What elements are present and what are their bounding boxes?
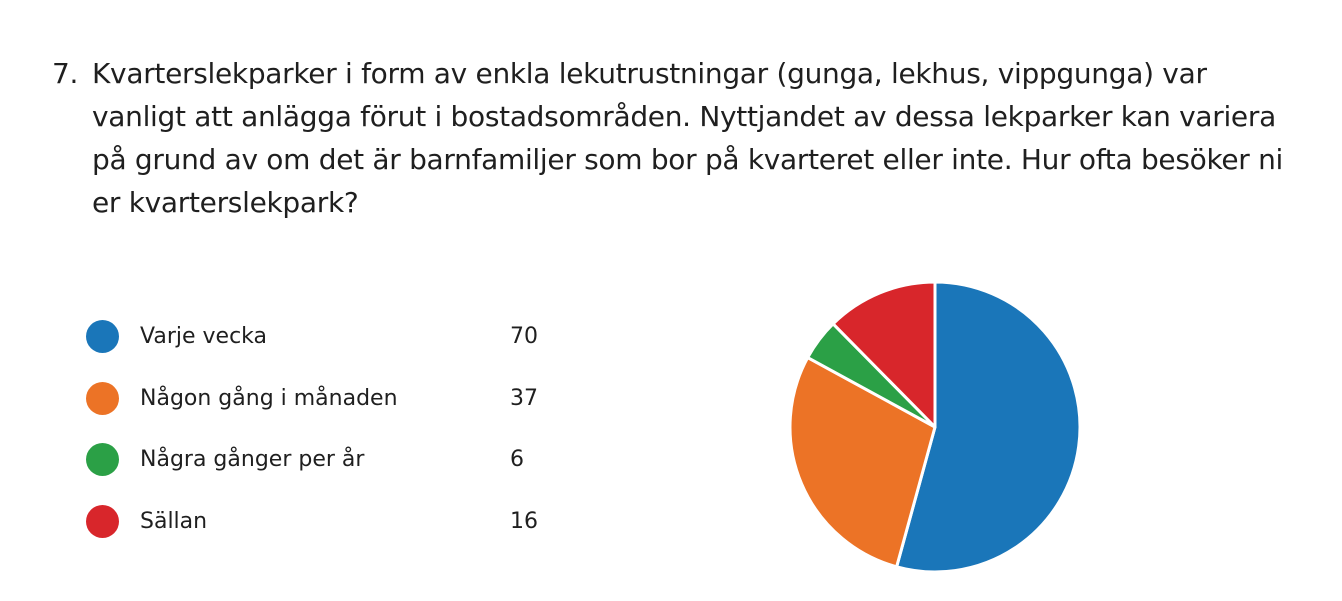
legend-item — [86, 306, 538, 368]
legend-count: 70 — [510, 324, 538, 350]
legend-item — [86, 368, 538, 430]
legend-swatch — [86, 320, 119, 353]
legend-item — [86, 429, 524, 491]
legend-label: Sällan — [140, 508, 208, 534]
pie-chart — [780, 272, 1090, 582]
question-number: 7. — [52, 57, 79, 90]
legend-count: 16 — [510, 508, 538, 534]
question — [52, 52, 1302, 224]
legend-item — [86, 491, 538, 553]
legend-swatch — [86, 443, 119, 476]
legend-label: Några gånger per år — [140, 447, 365, 473]
legend-label: Varje vecka — [140, 324, 267, 350]
legend-label: Någon gång i månaden — [140, 385, 398, 411]
legend-swatch — [86, 382, 119, 415]
question-text: Kvarterslekparker i form av enkla lekutrustningar (gunga, lekhus, vippgunga) var vanligt att anlägga förut i bostadsområden. Nyttjandet av dessa lekparker kan variera på grund av om det är barnfamiljer som bor på kvarteret eller inte. Hur ofta besöker ni er kvarterslekpark? — [92, 57, 1284, 219]
chart-legend — [86, 306, 538, 552]
legend-count: 6 — [510, 447, 524, 473]
legend-swatch — [86, 505, 119, 538]
legend-count: 37 — [510, 385, 538, 411]
